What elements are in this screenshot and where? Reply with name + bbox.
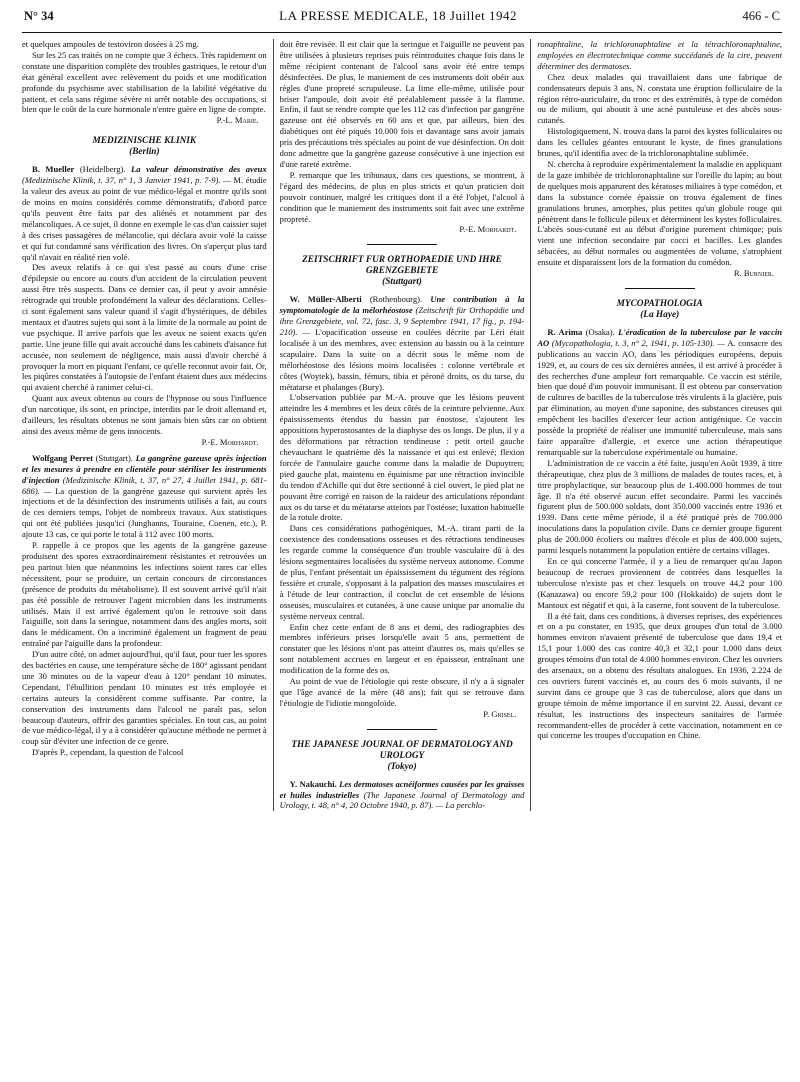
section-subtitle: (Tokyo) <box>387 761 417 772</box>
column-3 <box>537 39 782 811</box>
article-title: L'éradication de la tuberculose par le vaccin AO <box>537 326 782 348</box>
paragraph: Quant aux aveux obtenus au cours de l'hypnose ou sous l'influence d'un narcotique, ils sont, en principe, interdits par le droit allemand et, d'ailleurs, les résultats obtenus ne sont jamais bien sûrs car on obtient ainsi des aveux même de gens innocents. <box>22 393 267 436</box>
reference: (Medizinische Klinik, t. 37, n° 1, 3 Janvier 1941, p. 7-9). — <box>22 175 234 186</box>
paragraph: N. chercha à reproduire expérimentalement la maladie en appliquant de la gaze imbibée de trichloronaphtaline sur l'oreille du lapin; au bout de quelques mois apparurent des kératoses miliaires à type comédon, et dans la substance cornée épaissie on trouva également de fines granulations brunes, amorphes, plus petites qu'un globule rouge qui pénètrent dans le follicule pileux et déterminent les kystes folliculaires. L'abcès sous-cutané est au début d'origine purement chimique; puis vient une infection secondaire par cocci et bacilles. Les glandes sébacées, au début normales ou augmentées de volume, s'atrophient ensuite et disparaissent lors de la formation du comédon. <box>537 158 782 268</box>
reference: (Medizinische Klinik, t. 37, n° 27, 4 Juillet 1941, p. 681-686). — <box>22 474 267 496</box>
article-title: La valeur démonstrative des aveux <box>131 164 267 175</box>
paragraph: doit être revisée. Il est clair que la seringue et l'aiguille ne peuvent pas être utilisées à plusieurs reprises puis réintroduites chaque fois dans le même récipient contenant de l'alcool sans avoir été entre temps désinfectées. De plus, le maniement de ces instruments doit obéir aux règles d'une propreté scrupuleuse. La lime elle-même, utilisée pour briser l'ampoule, doit avoir été préalablement passée à la flamme. Enfin, il faut se rendre compte que les 112 cas d'infection par gangrène gazeuse ont été observés en 60 ans et que, par ailleurs, bien des diabétiques ont été piqués 10.000 fois et davantage sans avoir jamais pris des précautions très spéciales au point de vue désinfection. On doit donc admettre que la gangrène gazeuse consécutive à une injection est d'une rareté extrême. <box>279 39 525 169</box>
article-abstract: R. Arima (Osaka). L'éradication de la tuberculose par le vaccin AO (Mycopathologia, t. 3, n° 2, 1941, p. 105-130). — A. consacre des publications au vaccin AO, dans les périodiques européens, depuis 1929, et, au cours de ces six dernières années, il est arrivé à procéder à des recherches d'une ampleur fort remarquable. Ce vaccin est stérile, bien que doué d'un pouvoir immunisant. Il est obtenu par conservation de cultures de bacilles de la tuberculose très virulents à la glacière, puis par élimination, au moyen d'une saponine, des substances cireuses qui empêchent les bacilles d'exercer leur action antigénique. Ce vaccin possède la propriété de réaliser une immunité tuberculeuse, mais sans faire apparaître d'allergie, et exerce une action thérapeutique remarquable sur la tuberculose expérimentale ou humaine. <box>537 326 782 457</box>
column-divider <box>530 39 531 811</box>
article-title: La gangrène gazeuse après injection et les mesures à prendre en clientèle pour stériliser les instruments d'injection <box>22 452 267 485</box>
paragraph: Chez deux malades qui travaillaient dans une fabrique de condensateurs depuis 3 ans, N. constata une éruption folliculaire de la région rétro-auriculaire, du tronc et des extrémités, à type de comédon ou de milium, qui aboutit à une acné pustuleuse et des abcès sous-cutanés. <box>537 71 782 126</box>
signature: P.-E. Morhardt. <box>201 436 259 447</box>
column-1 <box>22 39 267 811</box>
author: Wolfgang Perret <box>32 452 93 463</box>
author: B. Mueller <box>32 164 75 175</box>
paragraph: P. rappelle à ce propos que les agents de la gangrène gazeuse produisent des spores extraordinairement résistantes et retrouvées un peu partout bien que néanmoins les infections soient rares car elles nécessitent, pour se produire, un certain concours de circonstances (présence de produits du métabolisme). Il est souvent arrivé qu'il n'ait pas été possible de retrouver l'agent microbien dans les instruments utilisés. Mais il est arrivé également qu'on le retrouve soit dans l'aiguille, soit dans la seringue, notamment dans des angles morts, soit dans le médicament. On a incriminé également un fragment de peau entraîné par l'aiguille dans la profondeur. <box>22 540 267 649</box>
section-heading-orthopaedie <box>280 255 525 288</box>
paragraph: Enfin chez cette enfant de 8 ans et demi, des radiographies des membres inférieurs prises lorsqu'elle avait 5 ans, permettent de constater que les lésions n'ont pas atteint d'autres os, mais qu'elles se sont notablement accrues en largeur et en épaisseur, entraînant une modification de la forme des os. <box>279 621 525 676</box>
section-subtitle: (La Haye) <box>640 309 680 320</box>
paragraph: Dans ces considérations pathogéniques, M.-A. tirant parti de la coexistence des condensations osseuses et des rétractions tendineuses les regarde comme la conséquence d'un trouble vasculaire dû à des lésions segmentaires localisées du système nerveux autonome. Comme de plus, l'enfant présentait un épaississement du tégument des régions fessière et crurale, s'opposant à la palpation des masses musculaires et à l'étude de leur contraction, il conclut de cet ensemble de lésions osseuses, musculaires et cutanées, à une cause unique par anomalie du système nerveux central. <box>279 523 525 621</box>
section-rule <box>367 244 437 245</box>
article-title: Les dermatoses acnéiformes causées par les graisses et huiles industrielles <box>279 778 525 800</box>
paragraph: Des aveux relatifs à ce qui s'est passé au cours d'une crise d'épilepsie ou encore au cours d'un accident de la circulation peuvent aussi être très suspects. Dans ce dernier cas, il peut y avoir amnésie rétrograde qui trouble profondément la valeur des déclarations. Celles-ci sont également sans valeur quand il s'agit d'hystériques, de débiles mentaux et d'autres sujets qui sont à la limite de la normale au point de vue psychique. Il arrive parfois que les aveux ne soient exacts qu'en partie. Une jeune fille qui avait accouché dans les cabinets d'aisance fut accusée, non seulement de négligence, mais aussi d'avoir cherché à provoquer la mort en piquant l'enfant, ce qu'elle reconnut avoir fait. Or, les piqûres constatées à l'autopsie de l'enfant étaient dues aux médecins qui avaient cherché à ranimer celui-ci. <box>22 262 267 393</box>
section-title: ZEITSCHRIFT FUR ORTHOPAEDIE UND IHRE GRENZGEBIETE <box>302 255 502 277</box>
author: R. Arima <box>547 326 583 337</box>
signature: P. Grisel. <box>483 708 517 719</box>
article-abstract: Wolfgang Perret (Stuttgart). La gangrène gazeuse après injection et les mesures à prendre en clientèle pour stériliser les instruments d'injection (Medizinische Klinik, t. 37, n° 27, 4 Juillet 1941, p. 681-686). — La question de la gangrène gazeuse qui survient après les injections et de la désinfection des instruments utilisés a fait, au cours de ces derniers temps, l'objet de nombreux travaux. Aux statistiques qui ont été publiées jusqu'ici (Junghanns, Touraine, Coenen, etc.), P. ajoute 13 cas, ce qui porte le total à 112 avec 100 morts. <box>22 452 267 540</box>
paragraph: Au point de vue de l'étiologie qui reste obscure, il n'y a à signaler que l'âge avancé de la mère (48 ans); fait qui se retrouve dans l'étiologie de l'idiotie mongoloïde. <box>279 676 525 708</box>
paragraph: P. remarque que les tribunaux, dans ces questions, se montrent, à l'égard des médecins, de plus en plus stricts et qu'un praticien doit pouvoir continuer, malgré les critiques dont il a été l'objet, l'alcool à condition que le maniement des instruments soit fait avec une extrême propreté. <box>279 169 525 224</box>
three-column-body <box>22 39 782 811</box>
paragraph: et quelques ampoules de testoviron dosées à 25 mg. <box>22 39 199 49</box>
author: W. Müller-Alberti <box>289 294 362 305</box>
paragraph: D'un autre côté, on admet aujourd'hui, qu'il faut, pour tuer les spores des bactéries en cause, une température sèche de 180° agissant pendant une 30 minutes ou de la vapeur d'eau à 120° pendant 10 minutes. Cependant, l'ébullition pendant 10 minutes est très employée et certains auteurs la considèrent comme suffisante. Par contre, la conservation des instruments dans l'alcool ne paraît pas, selon beaucoup d'auteurs, offrir des garanties spéciales. En tout cas, au point de vue médico-légal, il y a à considérer qu'aucune méthode ne permet à coup sûr d'éviter une infection de ce genre. <box>22 649 267 747</box>
signature: P.-E. Morhardt. <box>459 224 517 235</box>
section-title: MEDIZINISCHE KLINIK <box>92 136 197 147</box>
author: Y. Nakauchi. <box>289 778 337 789</box>
paragraph: Il a été fait, dans ces conditions, à diverses reprises, des expériences et on a pu constater, en 1935, que deux groupes d'un total de 3.000 hommes environ n'avaient présenté de tuberculose que dans 19,4 et 15,1 pour 1.000 des cas contre 40,3 et 32,1 pour 1.000 dans deux groupes témoins d'un total de 4.000 hommes environ. Chez les ouvriers des arsenaux, on a obtenu des résultats analogues. En 1936, 2.224 de ces ouvriers furent vaccinés et, au cours des 6 mois suivants, il ne survint dans ce groupe que 3 cas de tuberculose, alors que dans un groupe témoin de même importance il en survint 22. Aussi, devant ce résultat, les instructions des inspecteurs sanitaires de l'armée recommandent-elles de procéder à cette vaccination, notamment en ce qui concerne les troupes d'occupation en Chine. <box>537 610 782 741</box>
article-abstract: W. Müller-Alberti (Rothenbourg). Une contribution à la symptomatologie de la mélorhéostose (Zeitschrift für Orthopädie und ihre Grenzgebiete, vol. 72, fasc. 3, 9 Septembre 1941, 17 fig., p. 194-210). — L'opacification osseuse en coulées décrite par Léri était localisée à un des membres, avec extension au bassin ou à la ceinture scapulaire. Dans la suite on a décrit sous le même nom de mélorhéostose des lésions moins localisées : colonne vertébrale et côtes (Woytek), bassin, fémurs, tibia et péroné droits, os du tarse, du métatarse et phalanges (Bury). <box>279 294 525 392</box>
section-subtitle: (Stuttgart) <box>382 277 422 288</box>
paragraph: L'observation publiée par M.-A. prouve que les lésions peuvent atteindre les 4 membres et les deux côtés de la ceinture pelvienne. Aux épaississements étendus du bassin par énostose, s'ajoutent les appositions hyperostosantes de la diaphyse des os longs. De plus, il y a des déformations par rétraction tendineuse : petit orteil gauche chevauchant le quatrième dès la naissance et qui est enlevé; flexion forcée de l'annulaire gauche comme dans la maladie de Dupuytren; pied gauche plat, maintenu en équinisme par une rétraction invincible du tendon d'Achille qui dut être sectionné à ciel ouvert, le pied plat ne pouvant être corrigé en raison de la raideur des articulations répondant aux os du tarse et du métatarse atteints par l'ostéose; luxation habituelle de la rotule droite. <box>279 392 525 523</box>
page-number: 466 - C <box>742 9 780 23</box>
page-header <box>22 8 782 33</box>
signature: P.-L. Marie. <box>216 115 259 126</box>
article-title: Une contribution à la symptomatologie de la mélorhéostose <box>279 294 525 316</box>
section-rule <box>367 729 437 730</box>
section-title: THE JAPANESE JOURNAL OF DERMATOLOGY AND UROLOGY <box>291 739 513 761</box>
paragraph: ronaphtaline, la trichloronaphtaline et la tétrachloronaphtaline, employées en électrotechnique comme succédanés de la cire, peuvent déterminer des dermatoses. <box>537 39 782 71</box>
section-heading-japanese-journal <box>280 740 525 773</box>
signature: R. Burnier. <box>733 268 775 279</box>
section-subtitle: (Berlin) <box>129 147 160 158</box>
paragraph: Sur les 25 cas traités on ne compte que 3 échecs. Très rapidement on constate une disparition complète des troubles gastriques, le retour d'un état général excellent avec relèvement du poids et une modification profonde du psychisme avec stabilisation de la labilité végétative du patient, et cela sans régime sévère ni arrêt notable des occupations, si bien que le coût de la cure hormonale n'entre guère en ligne de compte. <box>22 49 267 115</box>
article-abstract: Y. Nakauchi. Les dermatoses acnéiformes causées par les graisses et huiles industrielles (The Japanese Journal of Dermatology and Urology, t. 48, n° 4, 20 Octobre 1940, p. 87). — La perchlo- <box>279 778 525 811</box>
section-heading-mycopathologia <box>537 299 782 321</box>
article-abstract: B. Mueller (Heidelberg). La valeur démonstrative des aveux (Medizinische Klinik, t. 37, n° 1, 3 Janvier 1941, p. 7-9). — M. étudie la valeur des aveux au point de vue médico-légal et montre qu'ils sont de moins en moins considérés comme démonstratifs, d'abord parce qu'ils peuvent être faits par des aliénés et notamment par des mélancoliques. A ce sujet, il donne en exemple le cas d'un caissier sujet à des crises passagères de mélancolie, qui déclara avoir volé la caisse et qui fut condamné sans vérification des livres. On s'aperçut plus tard qu'il n'avait en réalité rien volé. <box>22 164 267 262</box>
section-title: MYCOPATHOLOGIA <box>616 298 703 309</box>
section-heading-medizinische-klinik <box>22 136 267 158</box>
reference: (The Japanese Journal of Dermatology and Urology, t. 48, n° 4, 20 Octobre 1940, p. 87). — <box>279 789 525 811</box>
journal-title-date: LA PRESSE MEDICALE, 18 Juillet 1942 <box>279 8 517 23</box>
paragraph: D'après P., cependant, la question de l'alcool <box>32 747 184 758</box>
paragraph: L'administration de ce vaccin a été faite, jusqu'en Août 1939, à titre thérapeutique, chez plus de 3 millions de malades de toutes races, et, à titre prophylactique, sur beaucoup plus de 1.400.000 hommes de tout âge. Il n'a été observé aucun effet secondaire. Parmi les vaccinés figurent plus de 500.000 soldats, dont 350.000 vaccinés entre 1936 et 1939. Dans cette même période, il a été pratiqué près de 700.000 inoculations dans la population civile. Dans ce dernier groupe figurent plus de 200.000 écoliers ou maîtres d'école et plus de 400.000 sujets, parmi lesquels notamment la population entière de certains villages. <box>537 457 782 556</box>
paragraph: Histologiquement, N. trouva dans la paroi des kystes folliculaires ou dans les cellules géantes entourant le kyste, de fines granulations brunes, qu'il identifia avec de la trichloronaphtaline sublimée. <box>537 126 782 159</box>
section-rule <box>625 288 695 289</box>
issue-number: N° 34 <box>24 9 54 23</box>
journal-page <box>22 8 782 1074</box>
reference: (Zeitschrift für Orthopädie und ihre Grenzgebiete, vol. 72, fasc. 3, 9 Septembre 1941, 17 fig., p. 194-210). — <box>279 305 525 338</box>
reference: (Mycopathologia, t. 3, n° 2, 1941, p. 105-130). — <box>549 337 728 348</box>
column-divider <box>273 39 274 811</box>
paragraph: En ce qui concerne l'armée, il y a lieu de remarquer qu'au Japon beaucoup de recrues proviennent de contrées dans lesquelles la tuberculose n'existe pas et chez lesquels on trouve 44,2 pour 100 (Kanazawa) ou encore 59,2 pour 100 (Hokkaido) de sujets dont le Mantoux est négatif et qui, à la caserne, font souvent de la tuberculose. <box>537 555 782 610</box>
column-2 <box>280 39 525 811</box>
